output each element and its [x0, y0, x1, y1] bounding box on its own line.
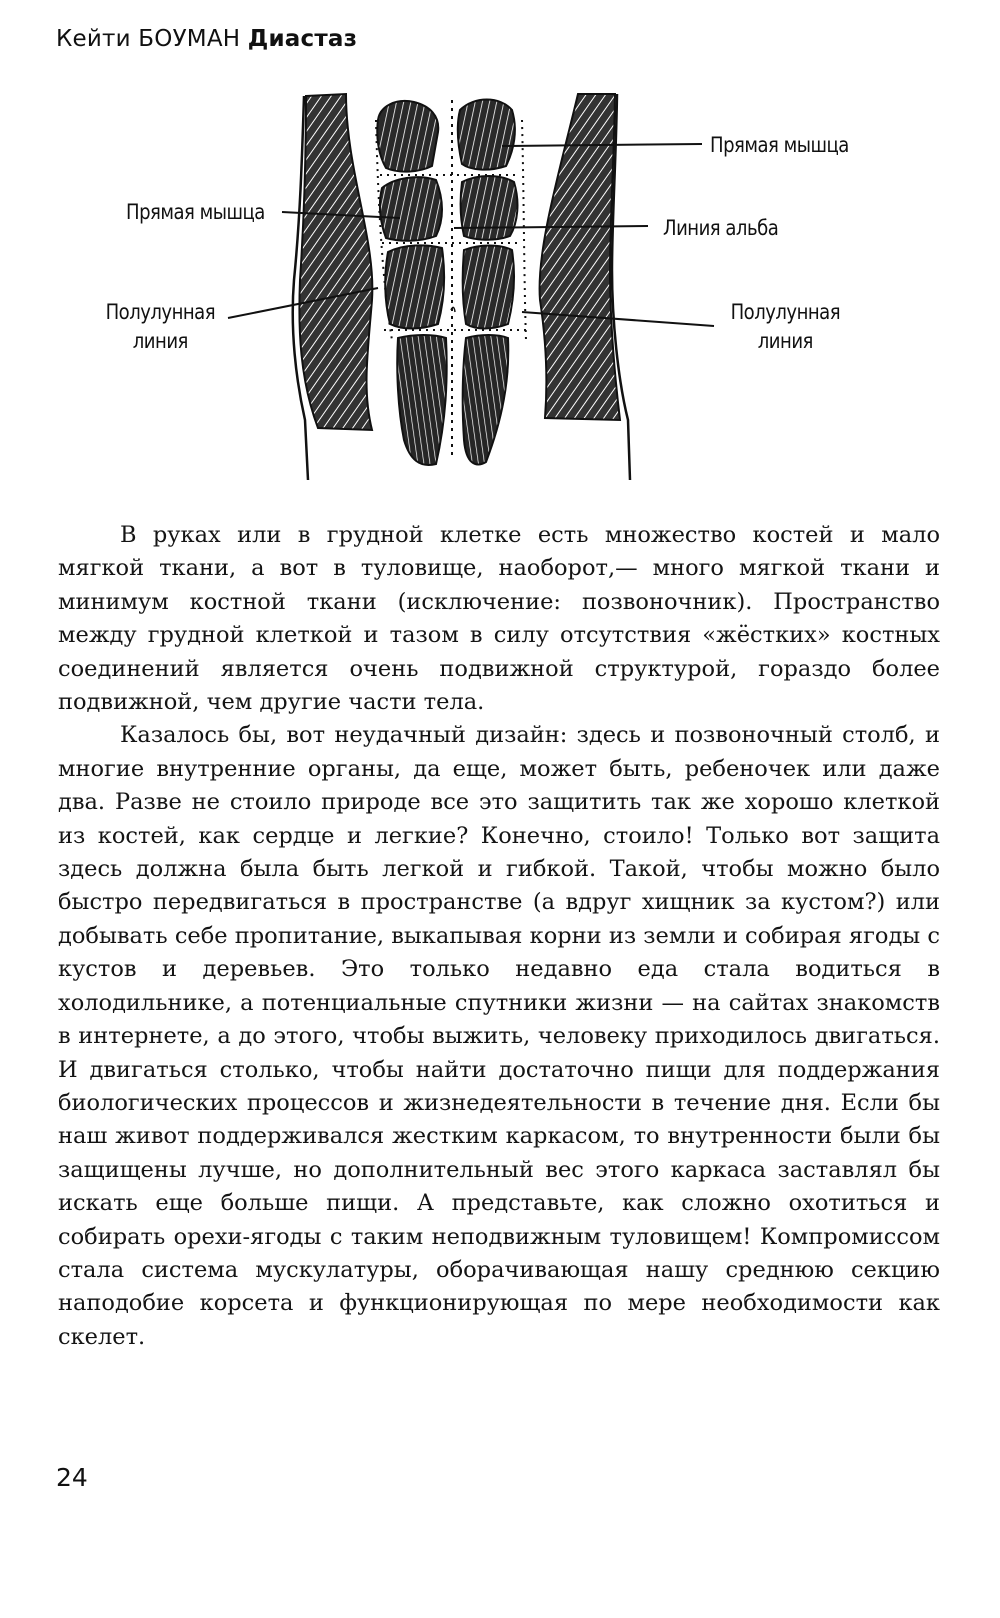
rectus-right-seg1	[458, 100, 515, 170]
rectus-left-seg1	[377, 101, 438, 172]
label-right-semilunar	[726, 298, 845, 356]
torso-outline-right	[612, 94, 630, 480]
rectus-right-seg4	[463, 335, 509, 464]
page-number: 24	[56, 1463, 88, 1492]
label-left-semilunar	[101, 298, 220, 356]
label-right-semilunar-line1: Полулунная	[730, 300, 841, 324]
rectus-right-seg2	[461, 176, 518, 240]
abdominal-muscles-drawing	[0, 80, 1000, 500]
label-right-rectus: Прямая мышца	[710, 133, 849, 157]
label-left-semilunar-line2: линия	[132, 329, 188, 353]
paragraph-1: В руках или в грудной клетке есть множество костей и мало мягкой ткани, а вот в туловище, наоборот,— много мягкой ткани и минимум костной ткани (исключение: позвоночник). Пространство между грудной клеткой и тазом в силу отсутствия «жёстких» костных соединений является очень подвижной структурой, гораздо более подвижной, чем другие части тела.	[58, 522, 940, 716]
rectus-left-seg3	[385, 245, 444, 328]
label-left-rectus: Прямая мышца	[126, 200, 265, 224]
rectus-left-seg4	[397, 335, 446, 465]
abdominal-muscles-illustration	[0, 80, 1000, 500]
label-right-semilunar-line2: линия	[757, 329, 813, 353]
running-head	[56, 26, 357, 52]
author-name: Кейти БОУМАН	[56, 26, 241, 52]
left-oblique-band	[299, 94, 372, 430]
right-oblique-band	[540, 94, 620, 420]
book-title: Диастаз	[247, 26, 358, 52]
paragraph-2: Казалось бы, вот неудачный дизайн: здесь и позвоночный столб, и многие внутренние органы, да еще, может быть, ребеночек или даже два. Разве не стоило природе все это защитить так же хорошо клеткой из костей, как сердце и легкие? Конечно, стоило! Только вот защита здесь должна была быть легкой и гибкой. Такой, чтобы можно было быстро передвигаться в пространстве (а вдруг хищник за кустом?) или добывать себе пропитание, выкапывая корни из земли и собирая ягоды с кустов и деревьев. Это только недавно еда стала водиться в холодильнике, а потенциальные спутники жизни — на сайтах знакомств в интернете, а до этого, чтобы выжить, человеку приходилось двигаться. И двигаться столько, чтобы найти достаточно пищи для поддержания биологических процессов и жизнедеятельности в течение дня. Если бы наш живот поддерживался жестким каркасом, то внутренности были бы защищены лучше, но дополнительный вес этого каркаса заставлял бы искать еще больше пищи. А представьте, как сложно охотиться и собирать орехи-ягоды с таким неподвижным туловищем! Компромиссом стала система мускулатуры, оборачивающая нашу среднюю секцию наподобие корсета и функционирующая по мере необходимости как скелет.	[58, 722, 940, 1350]
rectus-left-seg2	[380, 177, 442, 241]
leader-right-rectus	[502, 144, 702, 146]
body-text	[58, 519, 940, 1354]
label-linea-alba: Линия альба	[663, 216, 779, 240]
rectus-right-seg3	[463, 246, 514, 329]
right-semilunar-line	[522, 120, 526, 340]
label-left-semilunar-line1: Полулунная	[105, 300, 216, 324]
